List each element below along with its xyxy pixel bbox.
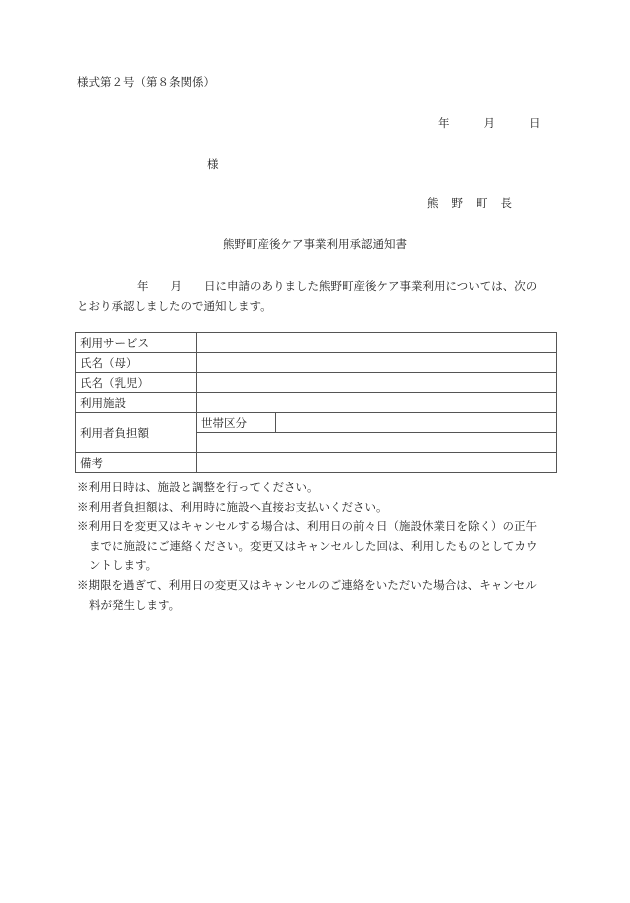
body-year-label: 年 — [137, 279, 149, 293]
date-year-label: 年 — [438, 116, 450, 130]
remarks-cell — [197, 453, 557, 473]
mother-name-cell — [197, 353, 557, 373]
note-line: ※利用者負担額は、利用時に施設へ直接お支払いください。 — [77, 499, 388, 514]
table-row — [76, 393, 557, 413]
mother-name-label: 氏名（母） — [76, 353, 197, 373]
remarks-label: 備考 — [76, 453, 197, 473]
note-item — [77, 478, 538, 498]
date-line — [438, 115, 541, 131]
document-title: 熊野町産後ケア事業利用承認通知書 — [223, 237, 407, 251]
household-cell — [276, 413, 557, 433]
facility-label: 利用施設 — [76, 393, 197, 413]
facility-cell — [197, 393, 557, 413]
fee-amount-cell — [197, 433, 557, 453]
body-month-label: 月 — [170, 279, 182, 293]
date-day-label: 日 — [529, 116, 541, 130]
service-value-cell — [197, 333, 557, 353]
note-line: ※利用日を変更又はキャンセルする場合は、利用日の前々日（施設休業日を除く）の正午 — [77, 519, 537, 534]
body-text-line1: 日に申請のありました熊野町産後ケア事業利用については、次の — [204, 279, 538, 293]
table-row — [76, 353, 557, 373]
notes — [77, 478, 538, 615]
fee-label: 利用者負担額 — [76, 413, 197, 453]
table-row — [76, 453, 557, 473]
note-item — [77, 517, 538, 576]
infant-name-cell — [197, 373, 557, 393]
note-line: ントします。 — [89, 558, 158, 573]
household-label: 世帯区分 — [197, 413, 276, 433]
note-line: までに施設にご連絡ください。変更又はキャンセルした回は、利用したものとしてカウ — [89, 538, 538, 553]
recipient-suffix: 様 — [207, 157, 219, 171]
note-line: 料が発生します。 — [89, 597, 181, 612]
service-label: 利用サービス — [76, 333, 197, 353]
date-month-label: 月 — [483, 116, 495, 130]
table-row — [76, 413, 557, 433]
body-paragraph — [77, 276, 557, 316]
infant-name-label: 氏名（乳児） — [76, 373, 197, 393]
table-row — [76, 373, 557, 393]
issuer-name: 熊野町長 — [427, 196, 525, 210]
note-line: ※利用日時は、施設と調整を行ってください。 — [77, 480, 319, 494]
table-row — [76, 333, 557, 353]
note-item — [77, 576, 538, 615]
note-line: ※期限を過ぎて、利用日の変更又はキャンセルのご連絡をいただいた場合は、キャンセル — [77, 577, 537, 592]
form-number: 様式第２号（第８条関係） — [77, 75, 215, 89]
note-item — [77, 498, 538, 518]
approval-table — [75, 332, 557, 473]
body-text-line2: とおり承認しましたので通知します。 — [77, 299, 272, 313]
